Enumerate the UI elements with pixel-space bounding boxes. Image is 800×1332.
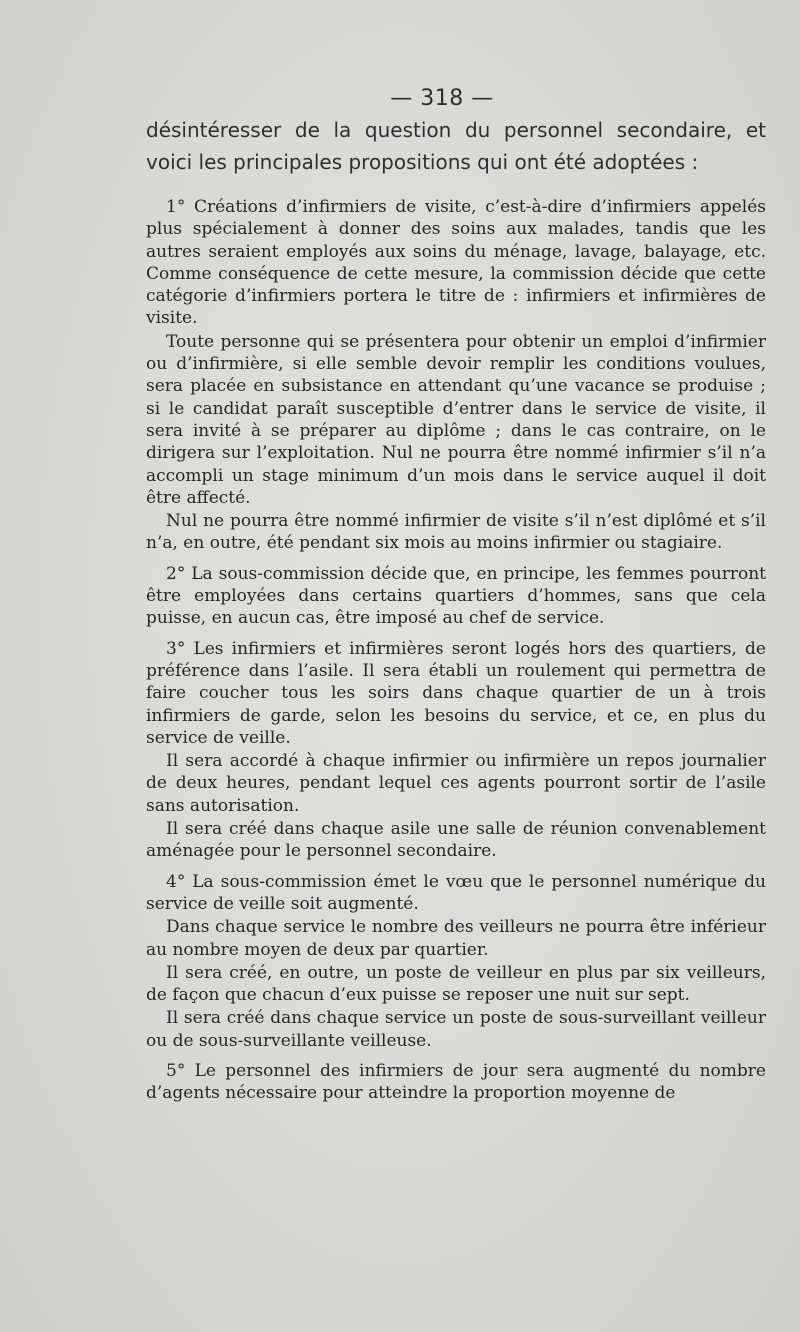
- paragraph: Dans chaque service le nombre des veilleurs ne pourra être inférieur au nombre moyen de deux par quartier.: [146, 917, 766, 960]
- paragraph: Il sera accordé à chaque infirmier ou infirmière un repos journalier de deux heures, pendant lequel ces agents pourront sortir de l’asile sans autorisation.: [146, 751, 766, 816]
- body-text: [146, 114, 766, 1105]
- paragraph-intro: désintéresser de la question du personnel secondaire, et voici les principales propositions qui ont été adoptées :: [146, 118, 766, 174]
- paragraph-item-5: 5° Le personnel des infirmiers de jour sera augmenté du nombre d’agents nécessaire pour atteindre la proportion moyenne de: [146, 1060, 766, 1104]
- paragraph: Il sera créé dans chaque service un poste de sous-surveillant veilleur ou de sous-surveillante veilleuse.: [146, 1008, 766, 1051]
- page-number: — 318 —: [390, 86, 494, 111]
- paragraph-item-4: 4° La sous-commission émet le vœu que le personnel numérique du service de veille soit augmenté.: [146, 871, 766, 914]
- paragraph-item-2: 2° La sous-commission décide que, en principe, les femmes pourront être employées dans certains quartiers d’hommes, sans que cela puisse, en aucun cas, être imposé au chef de service.: [146, 563, 766, 629]
- paragraph: Il sera créé dans chaque asile une salle de réunion convenablement aménagée pour le personnel secondaire.: [146, 819, 766, 862]
- paragraph-item-1: 1° Créations d’infirmiers de visite, c’est-à-dire d’infirmiers appelés plus spécialement à donner des soins aux malades, tandis que les autres seraient employés aux soins du ménage, lavage, balayage, etc. Comme conséquence de cette mesure, la commission décide que cette catégorie d’infirmiers portera le titre de : infirmiers et infirmières de visite.: [146, 197, 766, 329]
- paragraph: Toute personne qui se présentera pour obtenir un emploi d’infirmier ou d’infirmière, si elle semble devoir remplir les conditions voulues, sera placée en subsistance en attendant qu’une vacance se produise ; si le candidat paraît susceptible d’entrer dans le service de visite, il sera invité à se préparer au diplôme ; dans le cas contraire, on le dirigera sur l’exploitation. Nul ne pourra être nommé infirmier s’il n’a accompli un stage minimum d’un mois dans le service auquel il doit être affecté.: [146, 331, 766, 508]
- paragraph: Il sera créé, en outre, un poste de veilleur en plus par six veilleurs, de façon que chacun d’eux puisse se reposer une nuit sur sept.: [146, 962, 766, 1006]
- paragraph-item-3: 3° Les infirmiers et infirmières seront logés hors des quartiers, de préférence dans l’asile. Il sera établi un roulement qui permettra de faire coucher tous les soirs dans chaque quartier de un à trois infirmiers de garde, selon les besoins du service, et ce, en plus du service de veille.: [146, 638, 766, 748]
- paragraph: Nul ne pourra être nommé infirmier de visite s’il n’est diplômé et s’il n’a, en outre, été pendant six mois au moins infirmier ou stagiaire.: [146, 511, 766, 554]
